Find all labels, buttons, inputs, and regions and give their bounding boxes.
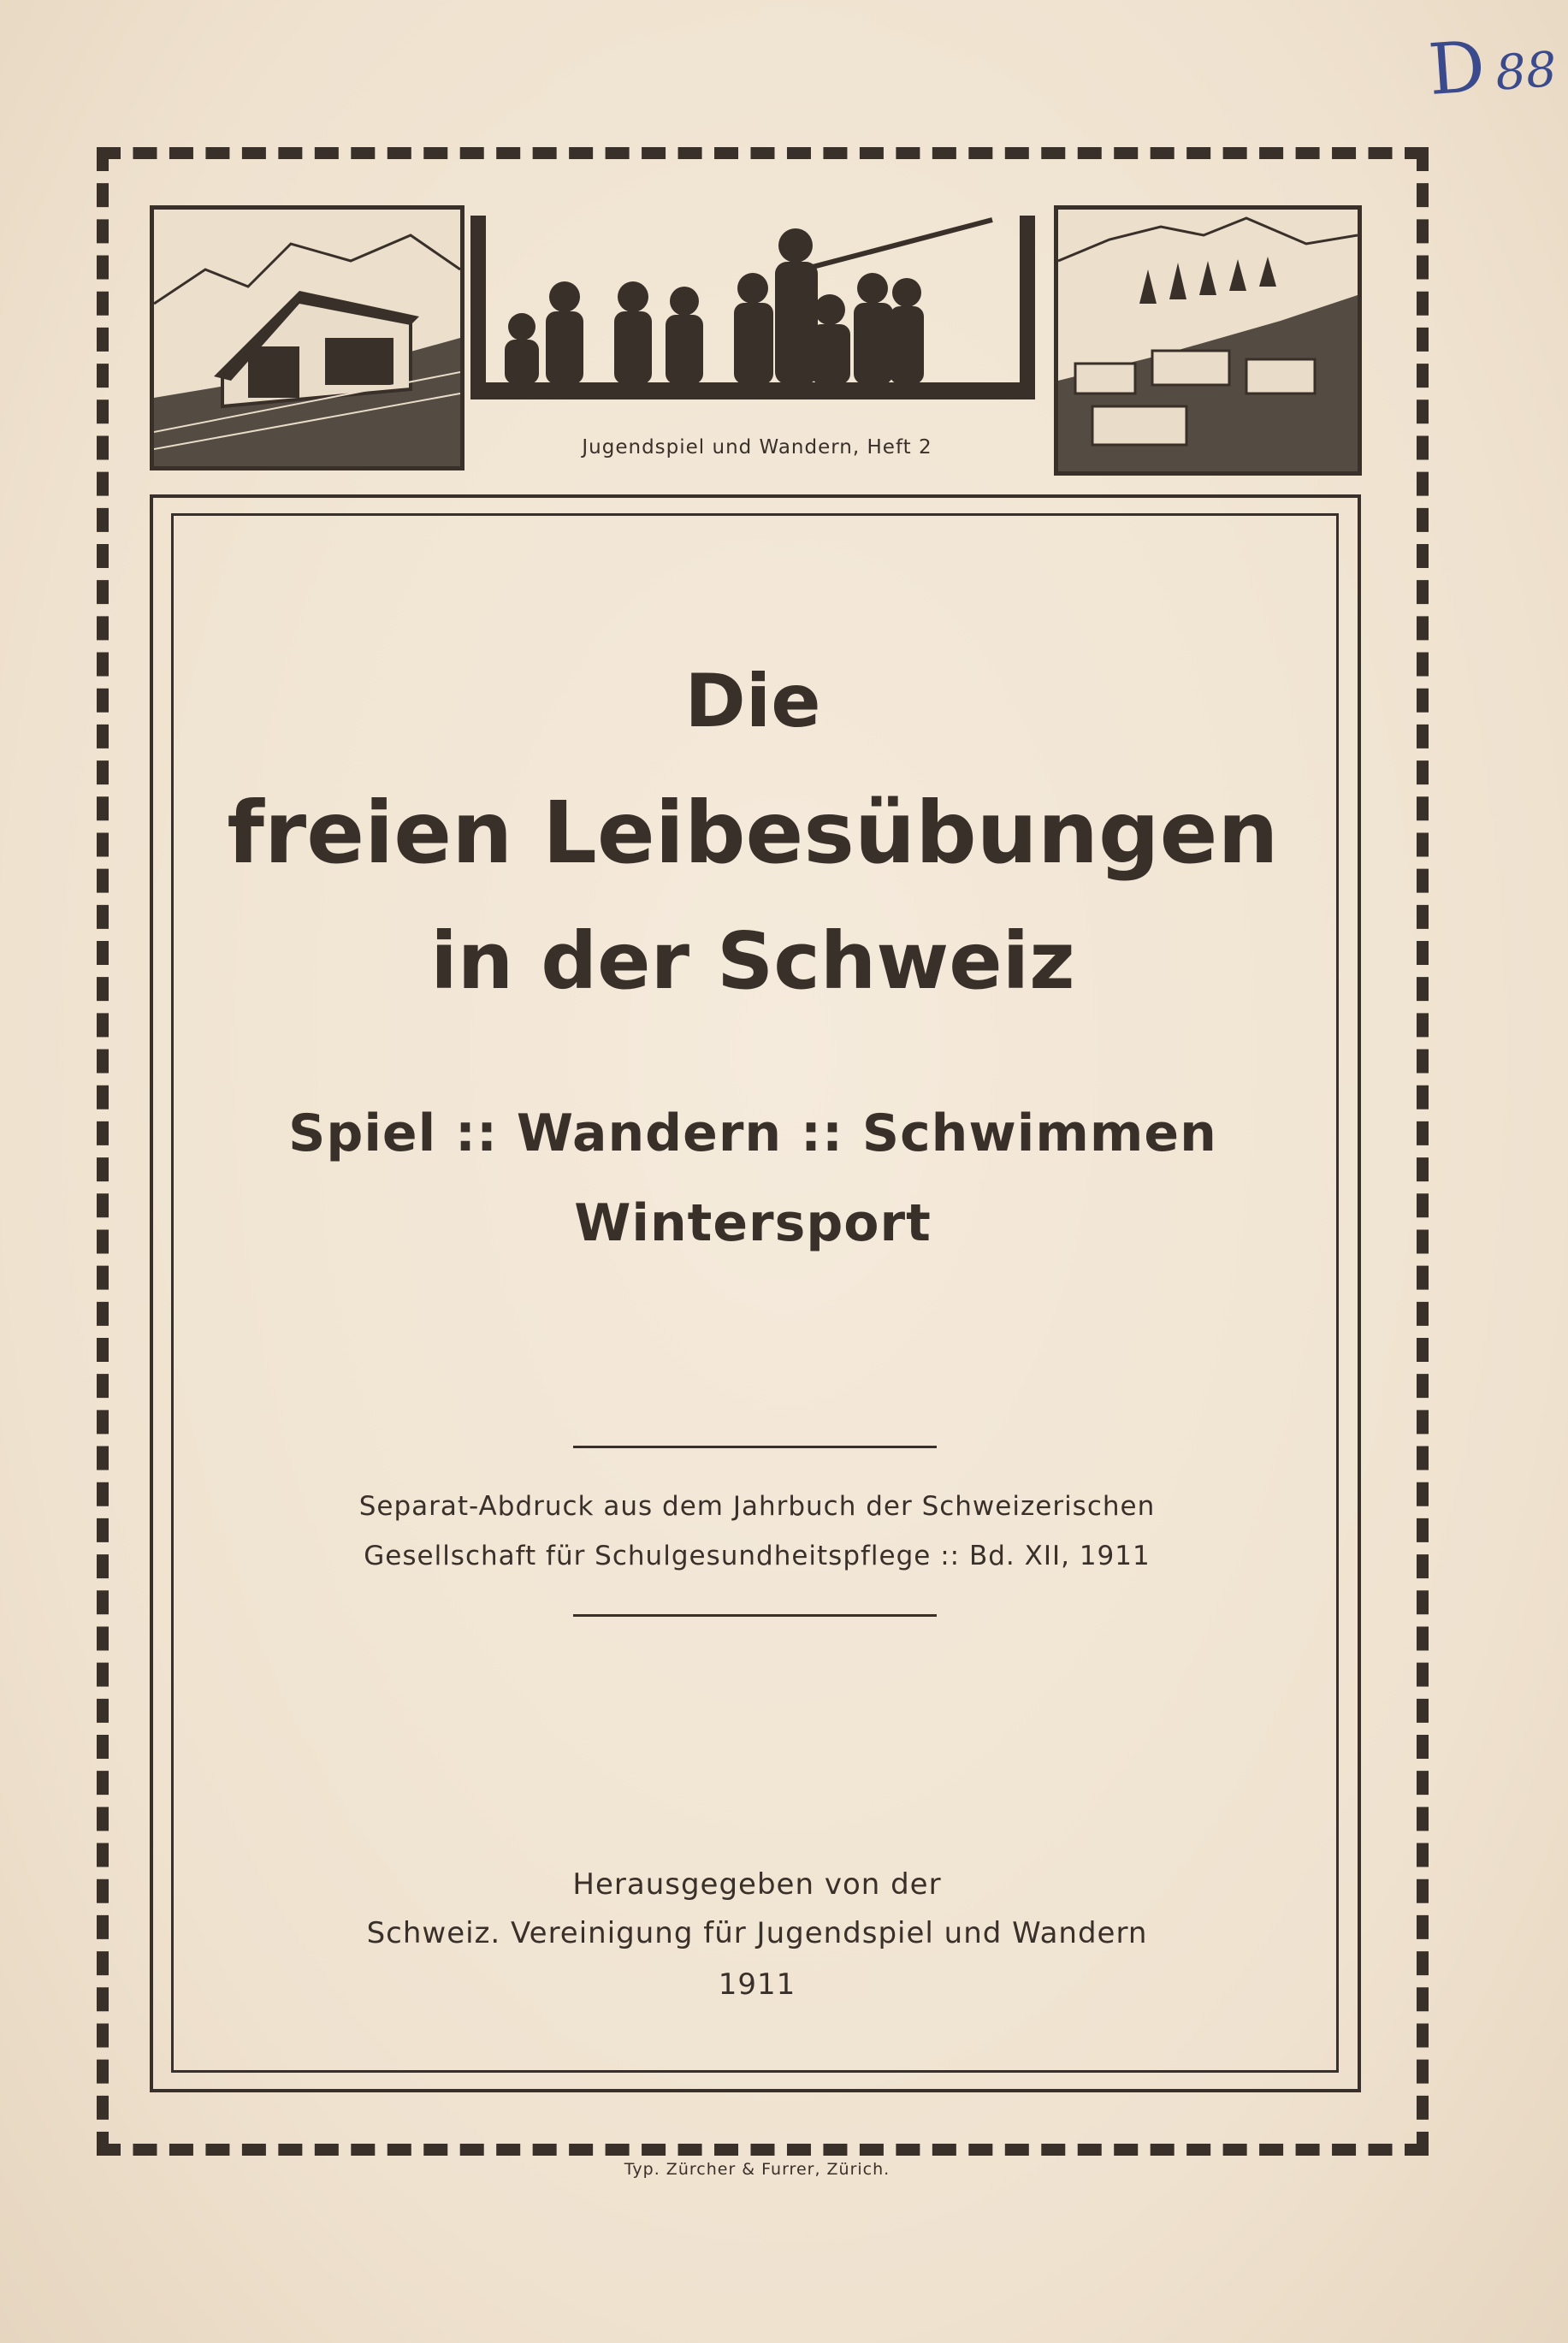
horizontal-rule-bottom bbox=[573, 1614, 937, 1617]
archive-letter: D bbox=[1425, 26, 1488, 112]
publisher-intro: Herausgegeben von der bbox=[572, 1867, 942, 1902]
subtitle-line-2: Wintersport bbox=[574, 1193, 932, 1253]
publisher-name: Schweiz. Vereinigung für Jugendspiel und Wandern bbox=[366, 1916, 1148, 1950]
horizontal-rule-top bbox=[573, 1446, 937, 1448]
subtitle-line-1: Spiel :: Wandern :: Schwimmen bbox=[288, 1103, 1217, 1163]
title-line-2: freien Leibesübungen bbox=[227, 783, 1279, 883]
title-line-3: in der Schweiz bbox=[430, 915, 1075, 1007]
title-line-1: Die bbox=[684, 659, 821, 744]
archive-handwritten-mark bbox=[1426, 21, 1559, 111]
publication-year: 1911 bbox=[718, 1967, 796, 2002]
separate-print-line-2: Gesellschaft für Schulgesundheitspflege :: Bd. XII, 1911 bbox=[364, 1541, 1151, 1571]
printer-imprint: Typ. Zürcher & Furrer, Zürich. bbox=[624, 2160, 891, 2179]
alpine-village-illustration bbox=[1054, 205, 1362, 476]
hikers-silhouette-illustration bbox=[470, 216, 1035, 399]
separate-print-line-1: Separat-Abdruck aus dem Jahrbuch der Schweizerischen bbox=[358, 1491, 1156, 1522]
chalet-illustration bbox=[150, 205, 464, 470]
archive-number: 88 bbox=[1494, 41, 1559, 102]
decorative-inner-frame-2 bbox=[171, 513, 1339, 2073]
series-title: Jugendspiel und Wandern, Heft 2 bbox=[582, 436, 932, 459]
